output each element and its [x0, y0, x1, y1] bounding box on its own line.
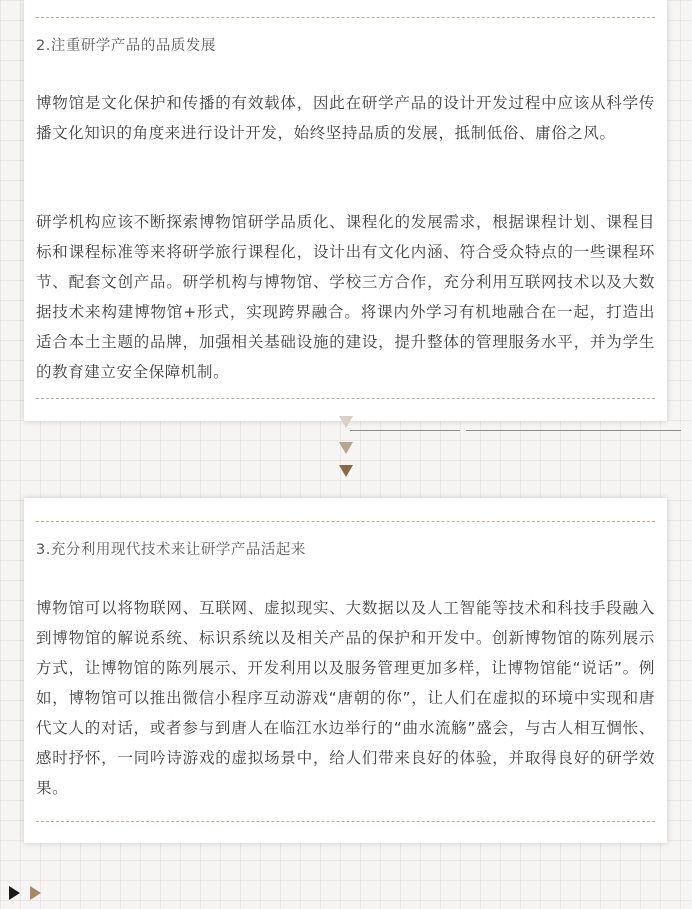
section-two-heading: 2.注重研学产品的品质发展	[36, 38, 216, 54]
play-icon	[30, 886, 41, 900]
section-two-card	[24, 0, 667, 421]
down-arrow-icon	[339, 416, 353, 428]
connector-line	[466, 430, 681, 431]
section-connector	[330, 412, 690, 482]
bottom-dashed-divider	[36, 821, 655, 822]
top-dashed-divider	[36, 521, 655, 522]
section-three-paragraph-1: 博物馆可以将物联网、互联网、虚拟现实、大数据以及人工智能等技术和科技手段融入到博物馆的解说系统、标识系统以及相关产品的保护和开发中。创新博物馆的陈列展示方式，让博物馆的陈列展示、开发利用以及服务管理更加多样，让博物馆能“说话”。例如，博物馆可以推出微信小程序互动游戏“唐朝的你”，让人们在虚拟的环境中实现和唐代文人的对话，或者参与到唐人在临江水边举行的“曲水流觞”盛会，与古人相互惆怅、感时抒怀，一同吟诗游戏的虚拟场景中，给人们带来良好的体验，并取得良好的研学效果。	[36, 599, 655, 797]
play-icon	[9, 886, 20, 900]
down-arrow-icon	[339, 465, 353, 477]
down-arrow-icon	[339, 442, 353, 454]
section-two-paragraph-2: 研学机构应该不断探索博物馆研学品质化、课程化的发展需求，根据课程计划、课程目标和课程标准等来将研学旅行课程化，设计出有文化内涵、符合受众特点的一些课程环节、配套文创产品。研学机构与博物馆、学校三方合作，充分利用互联网技术以及大数据技术来构建博物馆+形式，实现跨界融合。将课内外学习有机地融合在一起，打造出适合本土主题的品牌，加强相关基础设施的建设，提升整体的管理服务水平，并为学生的教育建立安全保障机制。	[36, 213, 655, 381]
bottom-dashed-divider	[36, 398, 655, 399]
top-dashed-divider	[36, 17, 655, 18]
section-three-card	[24, 498, 667, 843]
section-two-paragraph-1: 博物馆是文化保护和传播的有效载体，因此在研学产品的设计开发过程中应该从科学传播文化知识的角度来进行设计开发，始终坚持品质的发展，抵制低俗、庸俗之风。	[36, 94, 655, 142]
section-three-heading: 3.充分利用现代技术来让研学产品活起来	[36, 542, 306, 558]
connector-line	[350, 430, 460, 431]
